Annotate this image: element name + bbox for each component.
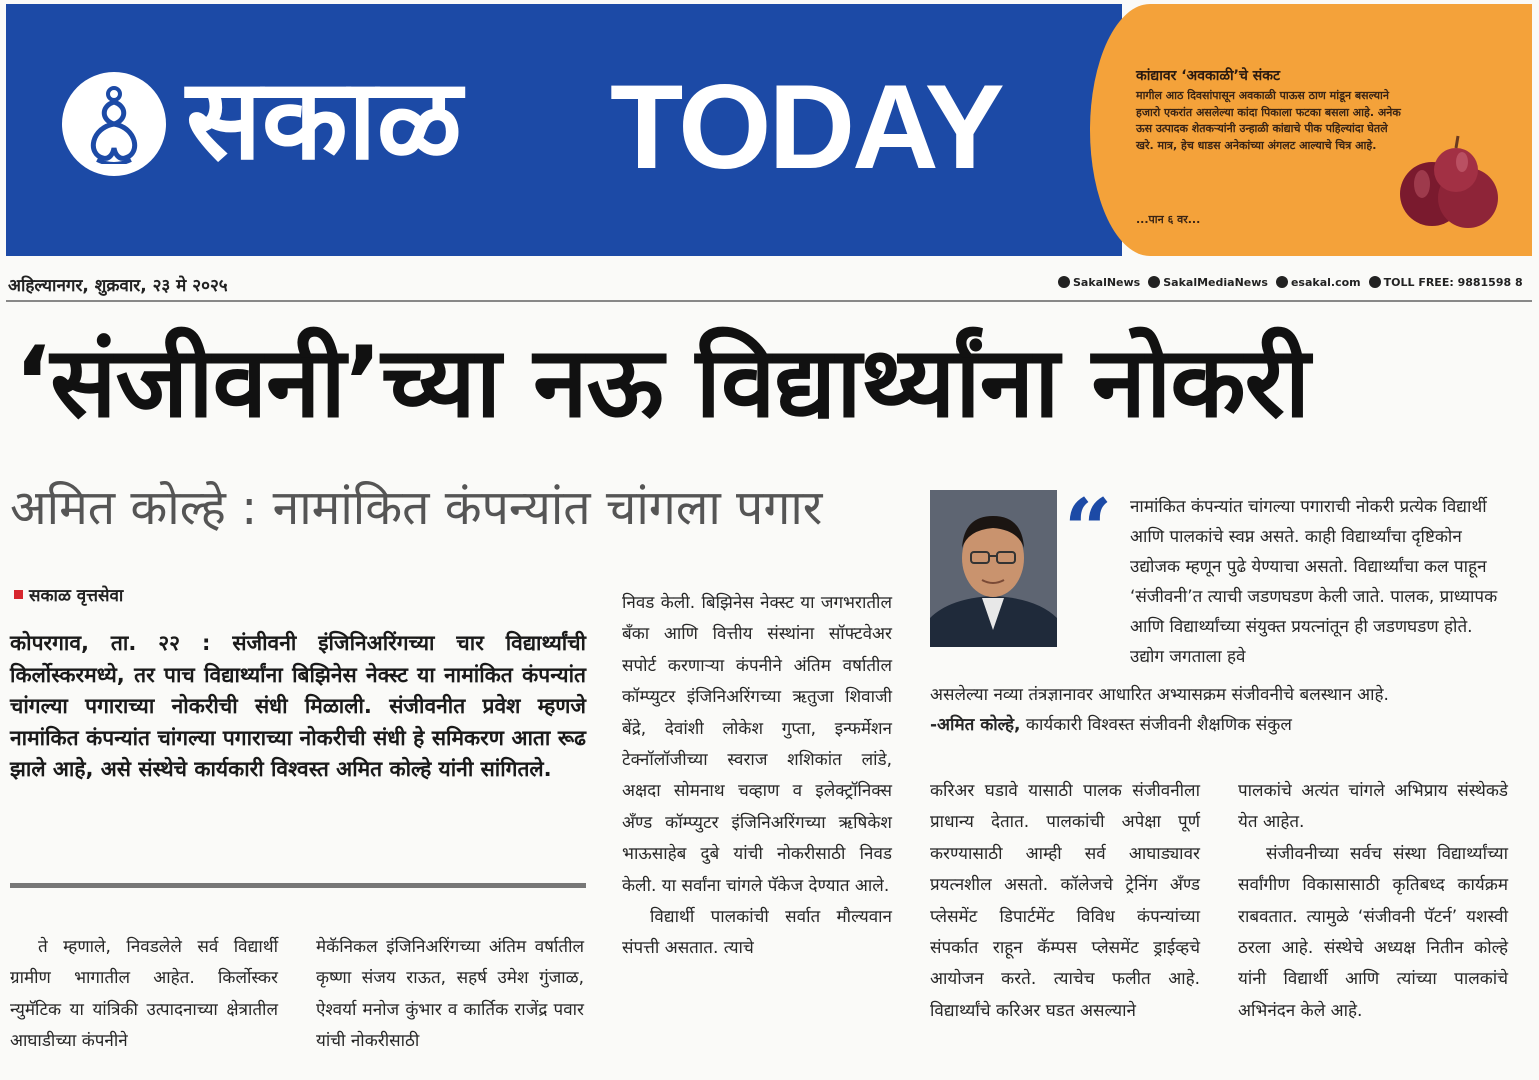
facebook-link[interactable]: SakalNews [1058, 276, 1140, 289]
paragraph: संजीवनीच्या सर्वच संस्था विद्यार्थ्यांच्या सर्वांगीण विकासासाठी कृतिबध्द कार्यक्रम राबवतात. त्यामुळे ‘संजीवनी पॅटर्न’ यशस्वी ठरला आहे. संस्थेचे अध्यक्ष नितीन कोल्हे यांनी विद्यार्थी आणि त्यांच्या पालकांचे अभिनंदन केले आहे. [1238, 843, 1508, 1021]
body-column-3 [622, 588, 892, 965]
quote-text: नामांकित कंपन्यांत चांगल्या पगाराची नोकरी प्रत्येक विद्यार्थी आणि पालकांचे स्वप्न असते. काही विद्यार्थ्यांचा दृष्टिकोन उद्योजक म्हणून पुढे येण्याचा असतो. विद्यार्थ्यांचा कल पाहून ‘संजीवनी’त त्याची जडणघडण केली जाते. पालक, प्राध्यापक आणि विद्यार्थ्यांच्या संयुक्त प्रयत्नांतून ही जडणघडण होते. उद्योग जगताला हवे [1130, 497, 1498, 667]
body-column-4 [930, 776, 1200, 1027]
onion-icon [1398, 132, 1502, 232]
x-icon [1148, 276, 1160, 288]
quote-mark-icon: “ [1064, 480, 1113, 579]
promo-body: मागील आठ दिवसांपासून अवकाळी पाऊस ठाण मांडून बसल्याने हजारो एकरांत असलेल्या कांदा पिकाला फटका बसला आहे. अनेक ऊस उत्पादक शेतकऱ्यांनी उन्हाळी कांद्याचे पीक पहिल्यांदा घेतले खरे. मात्र, हेच धाडस अनेकांच्या अंगलट आल्याचे चित्र आहे. [1136, 89, 1401, 152]
web-link[interactable]: esakal.com [1276, 276, 1361, 289]
brand-today: TODAY [610, 60, 1002, 194]
brand-marathi: सकाळ [186, 55, 462, 185]
paragraph: ते म्हणाले, निवडलेले सर्व विद्यार्थी ग्रामीण भागातील आहेत. किर्लोस्कर न्युमॅटिक या यांत्रिकी उत्पादनाच्या क्षेत्रातील आघाडीच्या कंपनीने [10, 937, 278, 1052]
portrait-photo [930, 490, 1057, 647]
sakal-logo-icon [62, 72, 166, 176]
phone-icon [1369, 276, 1381, 288]
paragraph: विद्यार्थी पालकांची सर्वात मौल्यवान संपत्ती असतात. त्याचे [622, 907, 892, 959]
divider [6, 300, 1532, 302]
subheadline: अमित कोल्हे : नामांकित कंपन्यांत चांगला पगार [10, 480, 823, 536]
facebook-icon [1058, 276, 1070, 288]
headline: ‘संजीवनी’च्या नऊ विद्यार्थ्यांना नोकरी [14, 326, 1310, 440]
paragraph: करिअर घडावे यासाठी पालक संजीवनीला प्राधान्य देतात. पालकांची अपेक्षा पूर्ण करण्यासाठी आम्ही सर्व आघाड्यावर प्रयत्नशील असतो. कॉलेजचे ट्रेनिंग अँण्ड प्लेसमेंट डिपार्टमेंट विविध कंपन्यांच्या संपर्कात राहून कॅम्पस प्लेसमेंट ड्राईव्हचे आयोजन करते. त्याचेच फलीत आहे. विद्यार्थ्यांचे करिअर घडत असल्याने [930, 781, 1200, 1021]
promo-title[interactable]: कांद्यावर ‘अवकाळी’चे संकट [1136, 68, 1281, 84]
body-column-1 [10, 932, 278, 1058]
paragraph: मेकॅनिकल इंजिनिअरिंगच्या अंतिम वर्षातील कृष्णा संजय राऊत, सहर्ष उमेश गुंजाळ, ऐश्वर्या मनोज कुंभार व कार्तिक राजेंद्र पवार यांची नोकरीसाठी [316, 937, 584, 1052]
social-links [1058, 276, 1523, 289]
promo-page-ref[interactable]: ...पान ६ वर... [1136, 213, 1201, 226]
dateline: अहिल्यानगर, शुक्रवार, २३ मे २०२५ [8, 276, 228, 296]
divider [10, 883, 586, 888]
quote-text-continued: असलेल्या नव्या तंत्रज्ञानावर आधारित अभ्यासक्रम संजीवनीचे बलस्थान आहे. [930, 685, 1389, 705]
paragraph: पालकांचे अत्यंत चांगले अभिप्राय संस्थेकडे येत आहेत. [1238, 781, 1508, 833]
quote-attribution: -अमित कोल्हे, कार्यकारी विश्वस्त संजीवनी शैक्षणिक संकुल [930, 715, 1292, 735]
paragraph: निवड केली. बिझिनेस नेक्स्ट या जगभरातील बँका आणि वित्तीय संस्थांना सॉफ्टवेअर सपोर्ट करणाऱ्या कंपनीने अंतिम वर्षातील कॉम्प्युटर इंजिनिअरिंगच्या ऋतुजा शिवाजी बेंद्रे, देवांशी लोकेश गुप्ता, इन्फर्मेशन टेक्नॉलॉजीच्या स्वराज शशिकांत लांडे, अक्षदा सोमनाथ चव्हाण व इलेक्ट्रॉनिक्स अँण्ड कॉम्प्युटर इंजिनिअरिंगच्या ऋषिकेश भाऊसाहेब दुबे यांची नोकरीसाठी निवड केली. या सर्वांना चांगले पॅकेज देण्यात आले. [622, 593, 892, 896]
web-icon [1276, 276, 1288, 288]
x-link[interactable]: SakalMediaNews [1148, 276, 1268, 289]
byline: सकाळ वृत्तसेवा [14, 583, 123, 606]
toll-free-number[interactable]: TOLL FREE: 9881598 8 [1369, 276, 1523, 289]
byline-marker-icon [14, 590, 23, 599]
body-column-5 [1238, 776, 1508, 1027]
body-column-2 [316, 932, 584, 1058]
lede-paragraph: कोपरगाव, ता. २२ : संजीवनी इंजिनिअरिंगच्या चार विद्यार्थ्यांची किर्लोस्करमध्ये, तर पाच विद्यार्थ्यांना बिझिनेस नेक्स्ट या नामांकित कंपन्यांत चांगल्या पगाराच्या नोकरीची संधी मिळाली. संजीवनीत प्रवेश म्हणजे नामांकित कंपन्यांत चांगल्या पगाराच्या नोकरीची संधी हे समिकरण आता रूढ झाले आहे, असे संस्थेचे कार्यकारी विश्‍वस्त अमित कोल्हे यांनी सांगितले. [10, 631, 586, 781]
